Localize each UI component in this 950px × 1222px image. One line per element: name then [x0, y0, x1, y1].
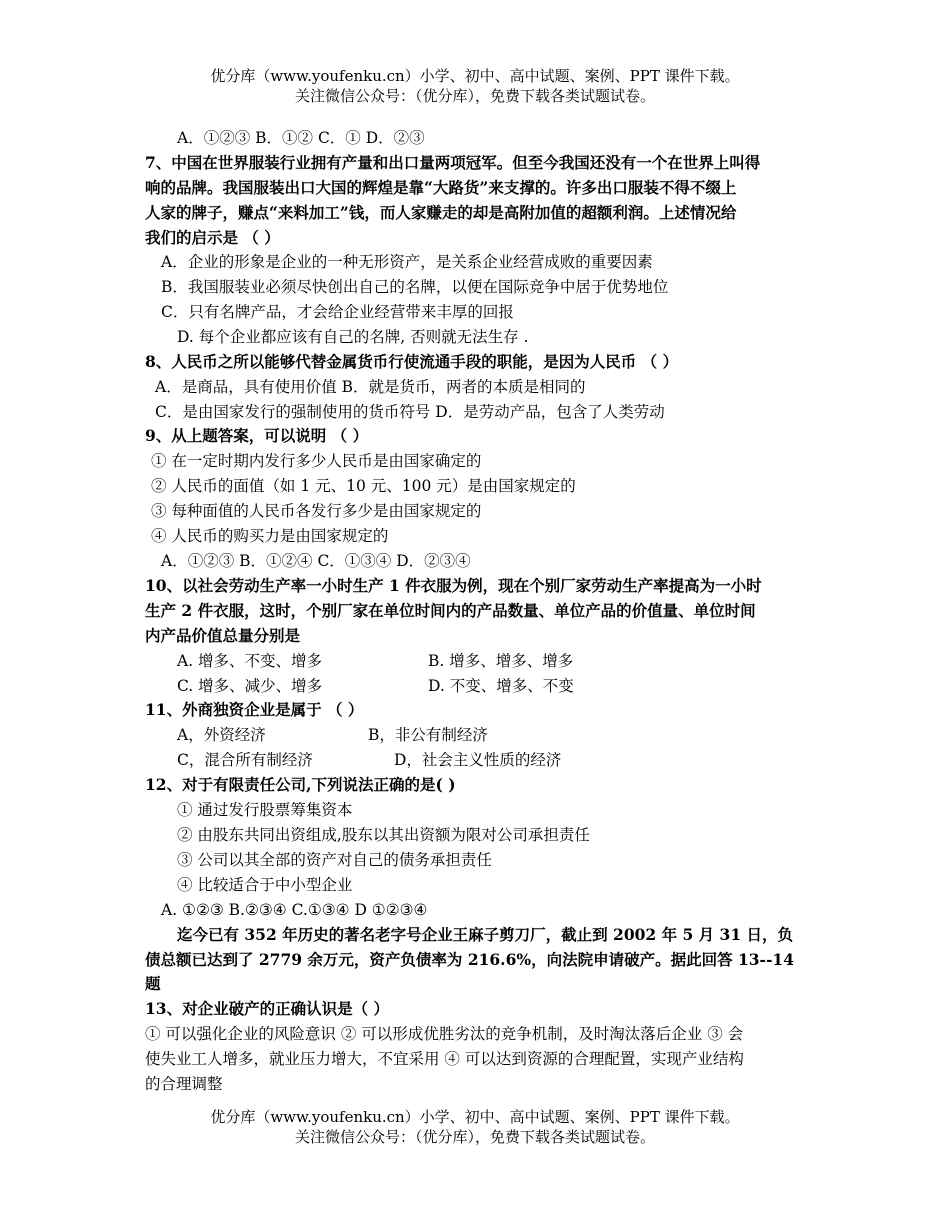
- q11-option-d: D，社会主义性质的经济: [394, 751, 562, 769]
- q8-stem: 8、人民币之所以能够代替金属货币行使流通手段的职能，是因为人民币 （ ）: [145, 352, 679, 371]
- q9-options: A．①②③ B．①②④ C．①③④ D．②③④: [161, 552, 471, 570]
- q11-option-a: A，外资经济: [177, 726, 266, 744]
- passage-line-2: 债总额已达到了 2779 余万元，资产负债率为 216.6%，向法院申请破产。据此回答 13--14: [145, 950, 794, 969]
- q12-statement-1: ① 通过发行股票筹集资本: [177, 801, 353, 819]
- header-line-2: 关注微信公众号：（优分库），免费下载各类试题试卷。: [294, 87, 655, 105]
- q7-stem-line-3: 人家的牌子，赚点“来料加工”钱，而人家赚走的却是高附加值的超额利润。上述情况给: [145, 203, 737, 222]
- q7-option-d: D. 每个企业都应该有自己的名牌, 否则就无法生存 .: [177, 328, 529, 346]
- q7-stem-line-4: 我们的启示是 （ ）: [145, 228, 280, 247]
- q7-stem-line-2: 响的品牌。我国服装出口大国的辉煌是靠“大路货”来支撑的。许多出口服装不得不缀上: [145, 178, 737, 197]
- footer-line-1: 优分库（www.youfenku.cn）小学、初中、高中试题、案例、PPT 课件下载。: [210, 1108, 740, 1126]
- q7-option-c: C．只有名牌产品，才会给企业经营带来丰厚的回报: [161, 303, 514, 321]
- q7-stem-line-1: 7、中国在世界服装行业拥有产量和出口量两项冠军。但至今我国还没有一个在世界上叫得: [145, 153, 761, 172]
- q8-options-cd: C．是由国家发行的强制使用的货币符号 D．是劳动产品，包含了人类劳动: [155, 403, 665, 421]
- q13-body-line-3: 的合理调整: [145, 1075, 223, 1093]
- q12-statement-3: ③ 公司以其全部的资产对自己的债务承担责任: [177, 851, 492, 869]
- q10-option-c: C. 增多、减少、增多: [177, 677, 323, 695]
- q10-stem-line-1: 10、以社会劳动生产率一小时生产 1 件衣服为例，现在个别厂家劳动生产率提高为一小时: [145, 576, 762, 595]
- q13-body-line-2: 使失业工人增多，就业压力增大，不宜采用 ④ 可以达到资源的合理配置，实现产业结构: [145, 1050, 744, 1068]
- q10-stem-line-3: 内产品价值总量分别是: [145, 626, 301, 645]
- q9-statement-4: ④ 人民币的购买力是由国家规定的: [151, 527, 389, 545]
- q9-statement-1: ① 在一定时期内发行多少人民币是由国家确定的: [151, 452, 482, 470]
- q7-option-b: B．我国服装业必须尽快创出自己的名牌，以便在国际竞争中居于优势地位: [161, 278, 669, 296]
- q10-option-a: A. 增多、不变、增多: [177, 652, 323, 670]
- q7-option-a: A．企业的形象是企业的一种无形资产，是关系企业经营成败的重要因素: [161, 253, 653, 271]
- q12-statement-2: ② 由股东共同出资组成,股东以其出资额为限对公司承担责任: [177, 826, 590, 844]
- q10-stem-line-2: 生产 2 件衣服，这时，个别厂家在单位时间内的产品数量、单位产品的价值量、单位时间: [145, 601, 756, 620]
- q8-options-ab: A．是商品，具有使用价值 B．就是货币，两者的本质是相同的: [155, 378, 586, 396]
- q11-stem: 11、外商独资企业是属于 （ ）: [145, 700, 364, 719]
- q9-statement-2: ② 人民币的面值（如 1 元、10 元、100 元）是由国家规定的: [151, 477, 576, 495]
- q10-option-d: D. 不变、增多、不变: [428, 677, 574, 695]
- q12-statement-4: ④ 比较适合于中小型企业: [177, 876, 353, 894]
- passage-line-3: 题: [145, 974, 161, 993]
- header-line-1: 优分库（www.youfenku.cn）小学、初中、高中试题、案例、PPT 课件下载。: [210, 67, 740, 85]
- q11-option-c: C，混合所有制经济: [177, 751, 313, 769]
- q11-option-b: B，非公有制经济: [368, 726, 488, 744]
- q13-body-line-1: ① 可以强化企业的风险意识 ② 可以形成优胜劣汰的竞争机制，及时淘汰落后企业 ③ 会: [145, 1025, 744, 1043]
- passage-line-1: 迄今已有 352 年历史的著名老字号企业王麻子剪刀厂，截止到 2002 年 5 月 31 日，负: [177, 925, 794, 944]
- q13-stem: 13、对企业破产的正确认识是（ ）: [145, 999, 389, 1018]
- q12-options: A. ①②③ B.②③④ C.①③④ D ①②③④: [161, 901, 428, 919]
- q9-stem: 9、从上题答案，可以说明 （ ）: [145, 426, 369, 445]
- q9-statement-3: ③ 每种面值的人民币各发行多少是由国家规定的: [151, 502, 482, 520]
- q12-stem: 12、对于有限责任公司,下列说法正确的是( ): [145, 775, 456, 794]
- footer-line-2: 关注微信公众号：（优分库），免费下载各类试题试卷。: [294, 1128, 655, 1146]
- q10-option-b: B. 增多、增多、增多: [428, 652, 574, 670]
- previous-answer-options: A．①②③ B．①② C．① D．②③: [177, 129, 425, 147]
